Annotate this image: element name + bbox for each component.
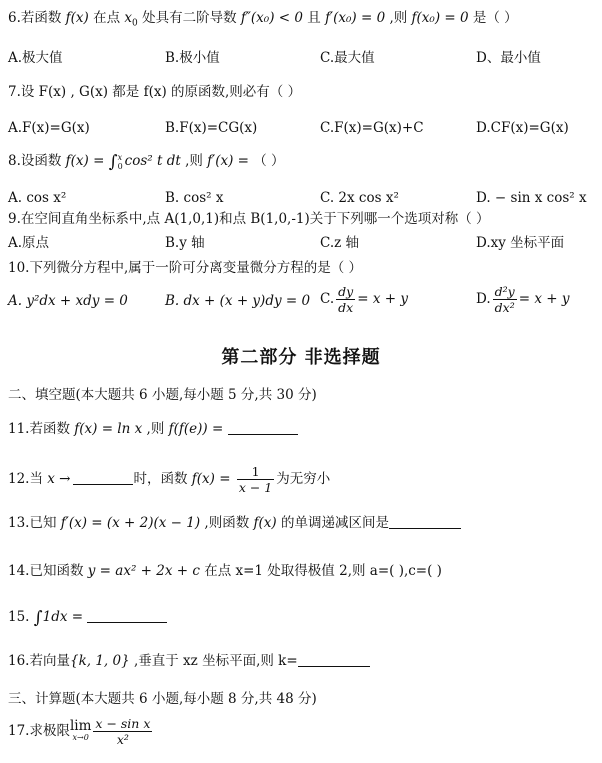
q13-tail: 的单调递减区间是 <box>276 515 389 531</box>
q11-lead: 11.若函数 <box>8 421 75 437</box>
q16-lead: 16.若向量 <box>8 653 70 669</box>
q7-option-d: D.CF(x)=G(x) <box>476 120 569 136</box>
q10-d-numerator: d²y <box>494 284 515 299</box>
q14-tail: 在点 x=1 处取得极值 2,则 a=( ),c=( ) <box>199 563 442 579</box>
q8-tail: （ ） <box>253 153 285 169</box>
q7-option-b: B.F(x)=CG(x) <box>165 120 258 136</box>
q17-denominator: x² <box>116 732 129 747</box>
question-10: 10.下列微分方程中,属于一阶可分离变量微分方程的是（ ） <box>8 260 363 276</box>
q10-option-d <box>476 284 569 315</box>
question-7: 7.设 F(x) , G(x) 都是 f(x) 的原函数,则必有（ ） <box>8 84 302 100</box>
question-9: 9.在空间直角坐标系中,点 A(1,0,1)和点 B(1,0,-1)关于下列哪一个选项对称（ ） <box>8 211 490 227</box>
q6-mid1: 在点 <box>88 10 125 26</box>
question-14 <box>8 562 442 580</box>
q9-option-b: B.y 轴 <box>165 235 205 251</box>
q12-denominator: x − 1 <box>238 480 273 495</box>
q8-option-b: B. cos² x <box>165 190 224 206</box>
q11-answer-blank[interactable] <box>228 420 298 435</box>
q6-tail: 是（ ） <box>468 10 518 26</box>
q8-option-c: C. 2x cos x² <box>320 190 399 206</box>
section-3-heading: 三、计算题(本大题共 6 小题,每小题 8 分,共 48 分) <box>8 691 317 707</box>
q10-d-denominator: dx² <box>494 300 515 315</box>
q10-c-denominator: dx <box>338 300 354 315</box>
question-15 <box>8 608 167 627</box>
q11-expr: f(x) = ln x <box>74 421 143 437</box>
q16-expr: {k, 1, 0} <box>69 653 130 669</box>
q6-option-b: B.极小值 <box>165 50 220 66</box>
q6-x0: x <box>124 10 133 26</box>
q8-upper-limit: x <box>117 152 123 162</box>
q8-expr: f(x) = <box>65 153 109 169</box>
q8-lead: 8.设函数 <box>8 153 66 169</box>
q13-lead: 13.已知 <box>8 515 61 531</box>
q8-lower-limit: 0 <box>117 161 123 171</box>
q10-option-a <box>8 292 128 310</box>
q12-expr: x → <box>47 471 71 487</box>
q8-integrand: cos² t dt <box>124 153 181 169</box>
q11-mid: ,则 <box>142 421 169 437</box>
q6-option-d: D、最小值 <box>476 50 541 66</box>
q17-limit <box>69 717 92 743</box>
q13-mid: ,则函数 <box>200 515 254 531</box>
q12-fraction <box>237 464 274 495</box>
q15-answer-blank[interactable] <box>87 608 167 623</box>
q10-d-rhs: = x + y <box>518 291 570 307</box>
q6-mid4: ,则 <box>385 10 412 26</box>
q6-expr3: f(x₀) = 0 <box>411 10 469 26</box>
q12-mid: 时，函数 <box>133 471 192 487</box>
q15-expr: 1dx = <box>42 609 88 625</box>
integral-sign-icon: ∫ <box>108 152 118 172</box>
q6-option-a: A.极大值 <box>8 50 63 66</box>
q7-option-c: C.F(x)=G(x)+C <box>320 120 424 136</box>
q10-option-b <box>165 292 310 310</box>
q8-deriv: f′(x) = <box>207 153 254 169</box>
q12-tail: 为无穷小 <box>276 471 331 487</box>
q13-expr: f′(x) = (x + 2)(x − 1) <box>60 515 201 531</box>
q14-expr: y = ax² + 2x + c <box>87 563 200 579</box>
q6-expr2: f′(x₀) = 0 <box>325 10 386 26</box>
q10-c-numerator: dy <box>338 284 354 299</box>
q12-answer-blank[interactable] <box>73 470 133 485</box>
q12-lead: 12.当 <box>8 471 48 487</box>
integral-sign-icon: ∫ <box>33 608 43 628</box>
q14-lead: 14.已知函数 <box>8 563 88 579</box>
q8-mid: ,则 <box>180 153 208 169</box>
q9-option-d: D.xy 坐标平面 <box>476 235 565 251</box>
q6-expr1: f″(x₀) < 0 <box>240 10 303 26</box>
part-two-title: 第二部分 非选择题 <box>221 347 381 368</box>
q16-tail: ,垂直于 xz 坐标平面,则 k= <box>129 653 298 669</box>
q17-lim-word: lim <box>69 717 92 734</box>
q6-lead: 6.若函数 <box>8 10 66 26</box>
question-17 <box>8 716 154 747</box>
q10-option-c-fraction <box>336 284 355 315</box>
q17-numerator: x − sin x <box>95 716 151 731</box>
q9-option-a: A.原点 <box>8 235 50 251</box>
question-13 <box>8 514 461 532</box>
q11-expr2: f(f(e)) = <box>168 421 228 437</box>
question-12 <box>8 464 330 495</box>
q12-fx: f(x) = <box>191 471 235 487</box>
q6-x0-sub: 0 <box>132 18 138 29</box>
q13-answer-blank[interactable] <box>389 514 461 529</box>
q6-fx: f(x) <box>65 10 89 26</box>
question-6 <box>8 9 518 33</box>
question-8 <box>8 152 285 171</box>
question-11 <box>8 420 298 438</box>
q17-fraction <box>93 716 152 747</box>
q6-mid3: 且 <box>302 10 326 26</box>
q13-fx: f(x) <box>253 515 277 531</box>
section-2-heading: 二、填空题(本大题共 6 小题,每小题 5 分,共 30 分) <box>8 387 317 403</box>
q10-option-c <box>320 284 408 315</box>
q6-option-c: C.最大值 <box>320 50 375 66</box>
q10-c-rhs: = x + y <box>357 291 408 307</box>
q10-option-c-label: C. <box>320 291 335 307</box>
q17-lim-under: x→0 <box>72 732 89 742</box>
q8-option-d: D. − sin x cos² x <box>476 190 587 206</box>
q17-lead: 17.求极限 <box>8 723 70 739</box>
q10-option-d-label: D. <box>476 291 491 307</box>
q16-answer-blank[interactable] <box>298 652 370 667</box>
q7-option-a: A.F(x)=G(x) <box>8 120 90 136</box>
q12-numerator: 1 <box>237 464 274 480</box>
q6-mid2: 处具有二阶导数 <box>137 10 241 26</box>
q10-option-d-fraction <box>493 284 517 315</box>
q9-option-c: C.z 轴 <box>320 235 360 251</box>
question-16 <box>8 652 370 670</box>
q8-option-a: A. cos x² <box>8 190 67 206</box>
q10-option-a-text: A. y²dx + xdy = 0 <box>8 293 128 309</box>
q15-lead: 15. <box>8 609 34 625</box>
q10-option-b-text: B. dx + (x + y)dy = 0 <box>165 293 311 309</box>
